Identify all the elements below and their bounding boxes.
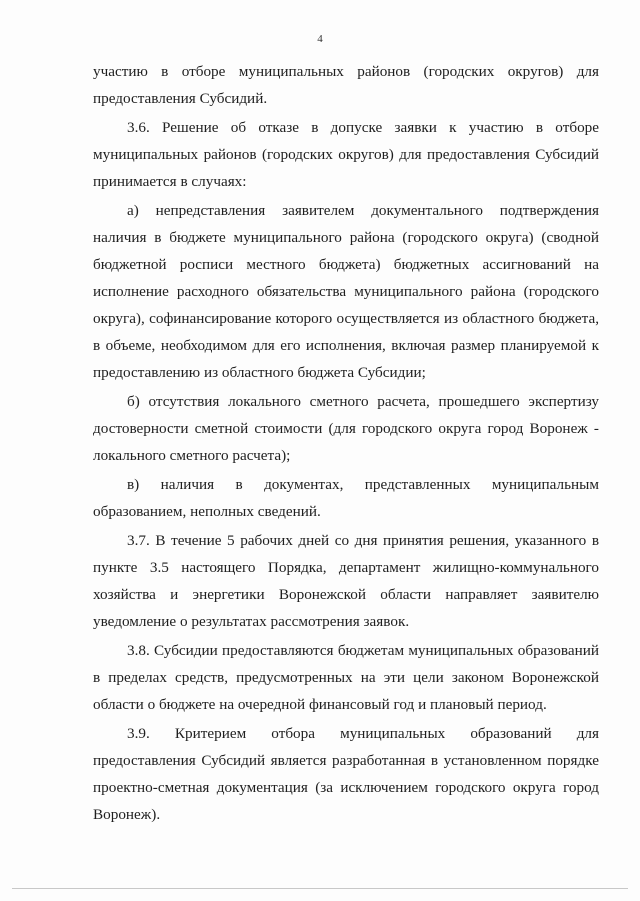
page-number: 4	[317, 33, 323, 45]
scan-edge-line	[12, 888, 628, 889]
paragraph-3-9: 3.9. Критерием отбора муниципальных образований для предоставления Субсидий является разработанная в установленном порядке проектно-сметная документация (за исключением городского округа город Воронеж).	[93, 725, 599, 823]
paragraph-3-6: 3.6. Решение об отказе в допуске заявки к участию в отборе муниципальных районов (городских округов) для предоставления Субсидий принимается в случаях:	[93, 119, 599, 190]
paragraph-3-8: 3.8. Субсидии предоставляются бюджетам муниципальных образований в пределах средств, предусмотренных на эти цели законом Воронежской области о бюджете на очередной финансовый год и плановый период.	[93, 642, 599, 713]
paragraph-3-6-b: б) отсутствия локального сметного расчета, прошедшего экспертизу достоверности сметной стоимости (для городского округа город Воронеж - локального сметного расчета);	[93, 393, 599, 464]
paragraph-3-6-a: а) непредставления заявителем документального подтверждения наличия в бюджете муниципального района (городского округа) (сводной бюджетной росписи местного бюджета) бюджетных ассигнований на исполнение расходного обязательства муниципального района (городского округа), софинансирование которого осуществляется из областного бюджета, в объеме, необходимом для его исполнения, включая размер планируемой к предоставлению из областного бюджета Субсидии;	[93, 202, 599, 381]
paragraph-3-6-v: в) наличия в документах, представленных муниципальным образованием, неполных сведений.	[93, 476, 599, 520]
paragraph-3-7: 3.7. В течение 5 рабочих дней со дня принятия решения, указанного в пункте 3.5 настоящего Порядка, департамент жилищно-коммунального хозяйства и энергетики Воронежской области направляет заявителю уведомление о результатах рассмотрения заявок.	[93, 532, 599, 630]
paragraph-continuation: участию в отборе муниципальных районов (городских округов) для предоставления Субсидий.	[93, 63, 599, 107]
document-body	[93, 58, 599, 828]
